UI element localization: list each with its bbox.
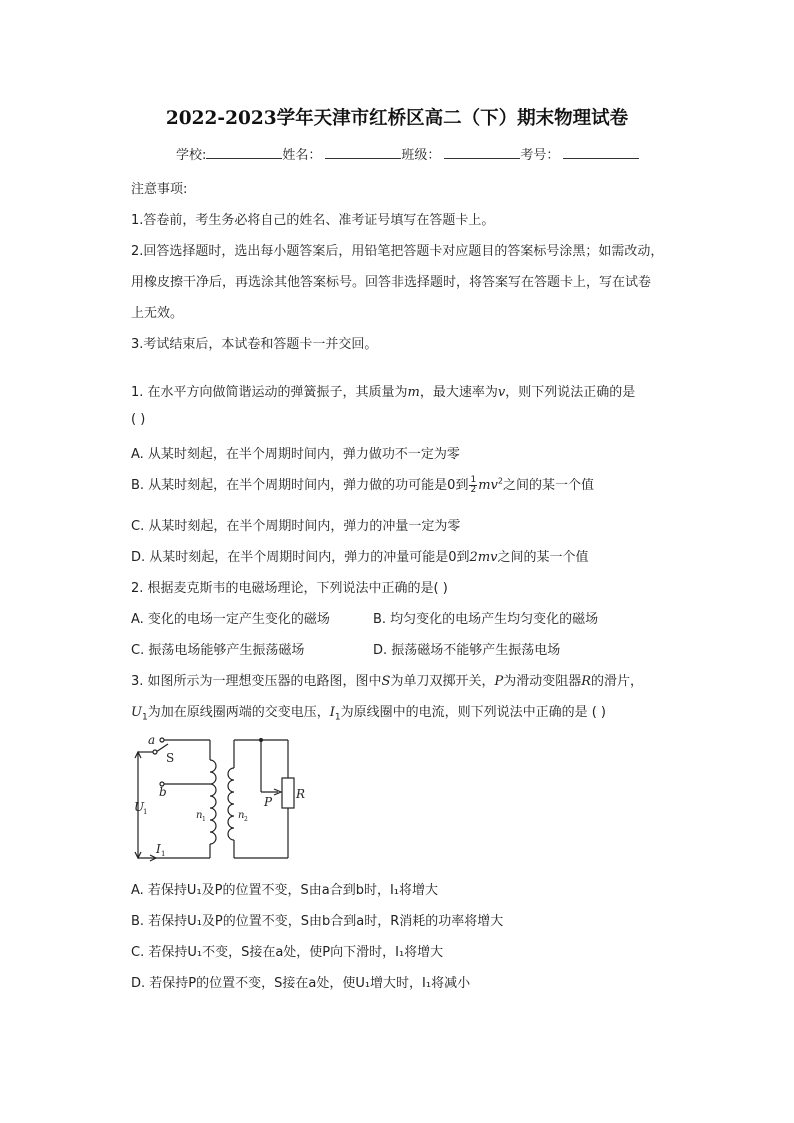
class-label: 班级： [401, 148, 441, 163]
secondary-coil [228, 768, 234, 840]
exam-number-blank[interactable] [563, 146, 639, 159]
primary-coil [210, 760, 216, 844]
transformer-circuit-diagram [128, 732, 308, 862]
name-label: 姓名： [282, 148, 322, 163]
q3-text: 为加在原线圈两端的交变电压， [147, 705, 330, 720]
q1-text: ，最大速率为 [419, 385, 498, 400]
label-u1: U [134, 800, 145, 814]
junction-dot [259, 738, 263, 742]
q1-option-c[interactable]: C. 从某时刻起，在半个周期时间内，弹力的冲量一定为零 [131, 519, 461, 534]
question-3-stem-line-2 [131, 701, 606, 723]
question-2-stem: 2. 根据麦克斯韦的电磁场理论，下列说法中正确的是( ) [131, 581, 448, 596]
switch-pivot [153, 750, 157, 754]
label-r: R [296, 787, 306, 801]
q3-text: 为单刀双掷开关， [390, 674, 495, 689]
q1b-text: 之间的某一个值 [502, 478, 594, 493]
q1-text: ，则下列说法正确的是 [505, 385, 636, 400]
var-i1: I [329, 705, 335, 720]
class-blank[interactable] [444, 146, 520, 159]
notice-item: 用橡皮擦干净后，再选涂其他答案标号。回答非选择题时，将答案写在答题卡上，写在试卷 [131, 275, 652, 290]
var-p: P [494, 674, 504, 689]
label-i1: I [156, 842, 161, 856]
q3-text: 的滑片， [591, 674, 644, 689]
label-s: S [166, 751, 175, 765]
expr-2mv: 2mv [469, 550, 498, 565]
label-p: P [264, 795, 273, 809]
school-label: 学校: [176, 148, 207, 163]
var-s: S [381, 674, 391, 689]
fraction-one-half [469, 476, 477, 495]
q3-text: 为滑动变阻器 [503, 674, 582, 689]
q2-option-b[interactable]: B. 均匀变化的电场产生均匀变化的磁场 [373, 612, 599, 627]
q3-option-b[interactable]: B. 若保持U₁及P的位置不变，S由b合到a时，R消耗的功率将增大 [131, 914, 504, 929]
q2-option-c[interactable]: C. 振荡电场能够产生振荡磁场 [131, 643, 305, 658]
fraction-denominator: 2 [470, 485, 477, 495]
q1-option-d[interactable] [131, 546, 589, 565]
q1-option-b[interactable] [131, 474, 594, 495]
label-n1: n [196, 810, 203, 821]
var-u1: U [131, 705, 142, 720]
var-v: v [497, 385, 506, 400]
q3-text: 为原线圈中的电流，则下列说法中正确的是 ( ) [340, 705, 607, 720]
exponent: 2 [497, 476, 503, 486]
q2-option-d[interactable]: D. 振荡磁场不能够产生振荡电场 [373, 643, 561, 658]
fraction-numerator: 1 [470, 475, 477, 485]
name-blank[interactable] [325, 146, 401, 159]
label-n2-sub: 2 [244, 816, 248, 823]
q2-options-row-1 [131, 608, 599, 627]
subscript: 1 [141, 712, 148, 723]
q3-option-c[interactable]: C. 若保持U₁不变，S接在a处，使P向下滑时，I₁将增大 [131, 945, 444, 960]
school-blank[interactable] [206, 146, 282, 159]
var-m: m [407, 385, 420, 400]
exam-title: 2022-2023学年天津市红桥区高二（下）期末物理试卷 [165, 108, 629, 129]
label-n2: n [238, 810, 245, 821]
rheostat-r [282, 778, 294, 808]
q3-text: 3. 如图所示为一理想变压器的电路图，图中 [131, 674, 382, 689]
notice-item: 3.考试结束后，本试卷和答题卡一并交回。 [131, 337, 378, 352]
q2-option-a[interactable]: A. 变化的电场一定产生变化的磁场 [131, 612, 330, 627]
exam-number-label: 考号： [520, 148, 560, 163]
notice-item: 上无效。 [131, 306, 184, 321]
terminal-a [160, 738, 164, 742]
q1-option-a[interactable]: A. 从某时刻起，在半个周期时间内，弹力做功不一定为零 [131, 447, 460, 462]
question-1-stem [131, 381, 635, 400]
q3-option-a[interactable]: A. 若保持U₁及P的位置不变，S由a合到b时，I₁将增大 [131, 883, 439, 898]
q1d-text: 之间的某一个值 [497, 550, 589, 565]
label-a: a [148, 733, 156, 747]
q2-options-row-2 [131, 639, 561, 658]
q3-option-d[interactable]: D. 若保持P的位置不变，S接在a处，使U₁增大时，I₁将减小 [131, 976, 471, 991]
q1d-text: D. 从某时刻起，在半个周期时间内，弹力的冲量可能是0到 [131, 550, 470, 565]
notice-heading: 注意事项: [131, 182, 188, 197]
q1b-text: B. 从某时刻起，在半个周期时间内，弹力做的功可能是0到 [131, 478, 469, 493]
notice-item: 2.回答选择题时，选出每小题答案后，用铅笔把答题卡对应题目的答案标号涂黑；如需改动， [131, 244, 664, 259]
label-b: b [159, 785, 167, 799]
question-1-paren: ( ) [131, 412, 146, 427]
label-u1-sub: 1 [143, 808, 148, 816]
label-i1-sub: 1 [161, 850, 166, 858]
q1-text: 1. 在水平方向做简谐运动的弹簧振子，其质量为 [131, 385, 408, 400]
subscript: 1 [334, 712, 341, 723]
student-info-line [176, 144, 639, 163]
var-r: R [581, 674, 592, 689]
expr-mv2: mv [478, 478, 498, 493]
question-3-stem-line-1 [131, 670, 643, 689]
label-n1-sub: 1 [202, 816, 206, 823]
notice-item: 1.答卷前，考生务必将自己的姓名、准考证号填写在答题卡上。 [131, 213, 495, 228]
